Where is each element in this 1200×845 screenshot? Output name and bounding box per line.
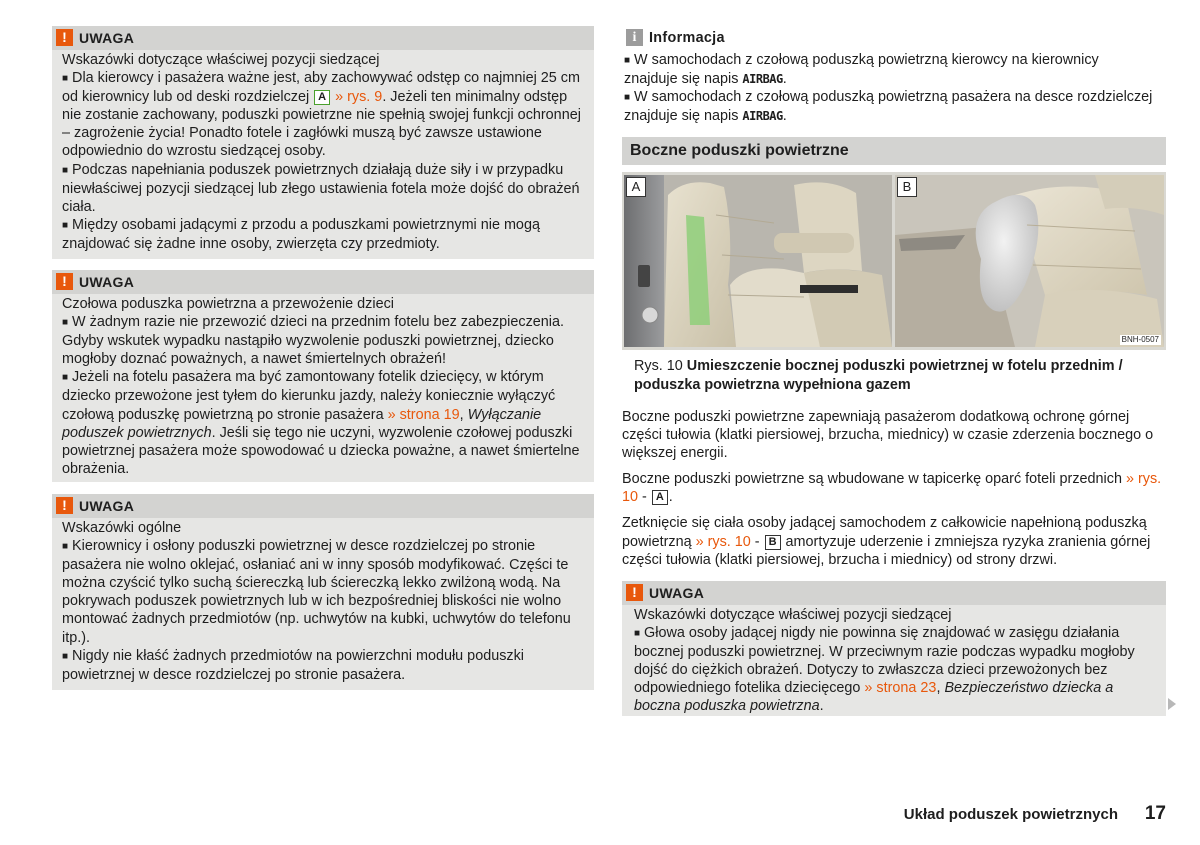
bullet-text: W samochodach z czołową poduszką powietrzną kierowcy na kierownicy znajduje się napis bbox=[624, 52, 1099, 88]
bullet-icon: ■ bbox=[624, 92, 631, 104]
info-body bbox=[624, 51, 1156, 125]
info-box-header bbox=[622, 26, 1166, 50]
info-title: Informacja bbox=[649, 30, 725, 46]
airbag-label: AIRBAG bbox=[742, 109, 783, 124]
caption-number: Rys. 10 bbox=[634, 358, 683, 374]
bullet-text: . Jeśli się tego nie uczyni, wyzwolenie czołowej poduszki powietrznej pasażera może spowodować u dziecka poważne, a nawet śmiertelne obrażenia. bbox=[62, 424, 580, 477]
inflated-airbag-illustration bbox=[895, 175, 1164, 347]
figure-label-a: A bbox=[626, 177, 646, 197]
bullet-icon: ■ bbox=[62, 219, 69, 231]
warning-icon: ! bbox=[56, 497, 73, 514]
warning-body bbox=[62, 519, 584, 684]
page-number: 17 bbox=[1144, 803, 1166, 824]
warning-bullet bbox=[62, 161, 584, 216]
warning-box-seating-position bbox=[52, 26, 594, 259]
bullet-text: Dla kierowcy i pasażera ważne jest, aby zachowywać odstęp co najmniej 25 cm od kierownicy lub od deski rozdzielczej bbox=[62, 70, 580, 106]
warning-box-header bbox=[622, 581, 1166, 605]
page-link[interactable]: » strona 19 bbox=[387, 406, 460, 423]
caption-text: Umieszczenie bocznej poduszki powietrznej w fotelu przednim / poduszka powietrzna wypełniona gazem bbox=[634, 358, 1123, 393]
warning-bullet bbox=[62, 313, 584, 368]
warning-body bbox=[62, 295, 584, 478]
warning-box-header bbox=[52, 26, 594, 50]
warning-bullet bbox=[62, 216, 584, 253]
warning-title: UWAGA bbox=[79, 30, 135, 46]
footer-chapter-title: Układ poduszek powietrznych bbox=[903, 806, 1118, 823]
section-heading: Boczne poduszki powietrzne bbox=[622, 137, 1166, 165]
bullet-icon: ■ bbox=[624, 55, 631, 66]
warning-subtitle: Wskazówki dotyczące właściwej pozycji siedzącej bbox=[634, 607, 952, 623]
bullet-icon: ■ bbox=[62, 372, 69, 384]
bullet-text: Jeżeli na fotelu pasażera ma być zamontowany fotelik dziecięcy, w którym dziecko przewożone jest tyłem do kierunku jazdy, należy koniecznie wyłączyć czołową poduszkę powietrzną po stronie pasażera bbox=[62, 369, 556, 423]
warning-subtitle: Wskazówki ogólne bbox=[62, 520, 182, 536]
warning-box-head-position bbox=[622, 581, 1166, 716]
figure-ref-a-icon: A bbox=[652, 490, 668, 505]
bullet-text: Nigdy nie kłaść żadnych przedmiotów na powierzchni modułu poduszki powietrznej w desce rozdzielczej po stronie pasażera. bbox=[62, 647, 524, 683]
figure-panel-a bbox=[624, 175, 892, 347]
bullet-text: . Jeżeli ten minimalny odstęp nie zostanie zachowany, poduszki powietrzne nie spełnią swojej funkcji ochronnej – zagrożenie życia! Ponadto fotele i zagłówki muszą być zawsze ustawione odpowiednio do wzrostu siedzącej osoby. bbox=[62, 89, 581, 160]
warning-bullet bbox=[62, 69, 584, 160]
paragraph: Boczne poduszki powietrzne są wbudowane w tapicerkę oparć foteli przednich » rys. 10 - A . bbox=[622, 471, 1162, 506]
info-box bbox=[622, 26, 1166, 126]
paragraph-text: Zetknięcie się ciała osoby jadącej samochodem z całkowicie napełnioną poduszką powietrzną bbox=[622, 515, 1147, 550]
warning-bullet: ■ Głowa osoby jadącej nigdy nie powinna się znajdować w zasięgu działania bocznej poduszki powietrznej. W przeciwnym razie podczas wypadku mogłoby dojść do ciężkich obrażeń. Dotyczy to zwłaszcza dzieci przewożonych bez odpowiedniego fotelika dziecięcego » strona 23, Bezpieczeństwo dziecka a boczna poduszka powietrzna. bbox=[634, 625, 1135, 715]
figure-side-airbags bbox=[622, 172, 1166, 350]
warning-icon: ! bbox=[56, 273, 73, 290]
warning-title: UWAGA bbox=[79, 274, 135, 290]
bullet-text: W samochodach z czołową poduszką powietrzną pasażera na desce rozdzielczej znajduje się napis bbox=[624, 89, 1153, 125]
figure-label-b: B bbox=[897, 177, 917, 197]
paragraph: Zetknięcie się ciała osoby jadącej samochodem z całkowicie napełnioną poduszką powietrzną » rys. 10 - B amortyzuje uderzenie i zmniejsza ryzyka zranienia górnej części tułowia (klatki piersiowej, brzucha i miednicy) od strony drzwi. bbox=[622, 515, 1151, 568]
bullet-text: Podczas napełniania poduszek powietrznych działają duże siły i w przypadku niewłaściwej pozycji siedzącej lub złego ustawienia fotela może dojść do obrażeń ciała. bbox=[62, 161, 580, 215]
figure-caption bbox=[634, 357, 1154, 395]
warning-box-child-transport bbox=[52, 270, 594, 482]
bullet-text: Kierownicy i osłony poduszki powietrznej w desce rozdzielczej po stronie pasażera nie wolno oklejać, osłaniać ani w inny sposób modyfikować. Części te można czyścić tylko suchą ściereczką lub ściereczką lekko zwilżoną wodą. Na pokrywach poduszek powietrznych lub w ich bezpośredniej bliskości nie wolno montować żadnych przedmiotów (np. uchwytów na kubki, uchwytów do telefonu itp.). bbox=[62, 538, 571, 646]
link-topic: Bezpieczeństwo dziecka a boczna poduszka powietrzna bbox=[634, 680, 1114, 715]
warning-box-header bbox=[52, 494, 594, 518]
figure-ref-a-icon: A bbox=[314, 90, 330, 105]
warning-icon: ! bbox=[626, 584, 643, 601]
warning-subtitle: Wskazówki dotyczące właściwej pozycji siedzącej bbox=[62, 52, 380, 68]
paragraph-text: amortyzuje uderzenie i zmniejsza ryzyka zranienia górnej części tułowia (klatki piersiowej, brzucha i miednicy) od strony drzwi. bbox=[622, 533, 1151, 568]
bullet-icon: ■ bbox=[62, 317, 69, 329]
warning-bullet bbox=[62, 647, 584, 684]
figure-link[interactable]: » rys. 9 bbox=[335, 89, 383, 106]
figure-ref-b-icon: B bbox=[765, 535, 781, 550]
figure-link[interactable]: » rys. 10 bbox=[622, 471, 1162, 506]
bullet-icon: ■ bbox=[634, 628, 641, 640]
airbag-label: AIRBAG bbox=[742, 72, 783, 87]
paragraph: Boczne poduszki powietrzne zapewniają pasażerom dodatkową ochronę górnej części tułowia (klatki piersiowej, brzucha, miednicy) w czasie zderzenia bocznego o większej energii. bbox=[622, 409, 1154, 462]
warning-body bbox=[62, 51, 584, 253]
paragraph-text: Boczne poduszki powietrzne są wbudowane w tapicerkę oparć foteli przednich bbox=[622, 471, 1122, 488]
figure-code: BNH-0507 bbox=[1121, 335, 1159, 344]
bullet-icon: ■ bbox=[62, 541, 69, 553]
bullet-text: W żadnym razie nie przewozić dzieci na przednim fotelu bez zabezpieczenia. Gdyby wskutek wypadku nastąpiło wyzwolenie poduszki powietrznej, dziecko mogłoby doznać poważnych, a nawet śmiertelnych obrażeń! bbox=[62, 314, 564, 368]
warning-title: UWAGA bbox=[79, 498, 135, 514]
warning-box-header bbox=[52, 270, 594, 294]
info-bullet: ■ W samochodach z czołową poduszką powietrzną pasażera na desce rozdzielczej znajduje się napis AIRBAG. bbox=[624, 89, 1153, 125]
warning-bullet: ■ Jeżeli na fotelu pasażera ma być zamontowany fotelik dziecięcy, w którym dziecko przewożone jest tyłem do kierunku jazdy, należy koniecznie wyłączyć czołową poduszkę powietrzną po stronie pasażera » strona 19, Wyłączanie poduszek powietrznych. Jeśli się tego nie uczyni, wyzwolenie czołowej poduszki powietrznej pasażera może spowodować u dziecka poważne, a nawet śmiertelne obrażenia. bbox=[62, 369, 580, 477]
warning-icon: ! bbox=[56, 29, 73, 46]
figure-link[interactable]: » rys. 10 bbox=[695, 533, 751, 550]
warning-subtitle: Czołowa poduszka powietrzna a przewożenie dzieci bbox=[62, 296, 394, 312]
bullet-text: Między osobami jadącymi z przodu a poduszkami powietrznymi nie mogą znajdować się żadne inne osoby, zwierzęta czy przedmioty. bbox=[62, 216, 540, 252]
warning-bullet bbox=[62, 537, 584, 647]
warning-body bbox=[634, 606, 1156, 716]
bullet-icon: ■ bbox=[62, 73, 69, 85]
bullet-icon: ■ bbox=[62, 164, 69, 176]
continue-arrow-icon bbox=[1168, 698, 1176, 710]
link-topic: Wyłączanie poduszek powietrznych bbox=[62, 406, 542, 441]
bullet-text: Głowa osoby jadącej nigdy nie powinna się znajdować w zasięgu działania bocznej poduszki powietrznej. W przeciwnym razie podczas wypadku mogłoby dojść do ciężkich obrażeń. Dotyczy to zwłaszcza dzieci przewożonych bez odpowiedniego fotelika dziecięcego bbox=[634, 625, 1135, 697]
warning-title: UWAGA bbox=[649, 585, 705, 601]
body-text bbox=[622, 408, 1168, 577]
info-icon: i bbox=[626, 29, 643, 46]
info-bullet: ■ W samochodach z czołową poduszką powietrzną kierowcy na kierownicy znajduje się napis AIRBAG. bbox=[624, 52, 1099, 88]
seat-airbag-location-illustration bbox=[624, 175, 892, 347]
bullet-icon: ■ bbox=[62, 650, 69, 662]
figure-panel-b bbox=[895, 175, 1164, 347]
page-link[interactable]: » strona 23 bbox=[864, 680, 937, 697]
warning-box-general bbox=[52, 494, 594, 690]
